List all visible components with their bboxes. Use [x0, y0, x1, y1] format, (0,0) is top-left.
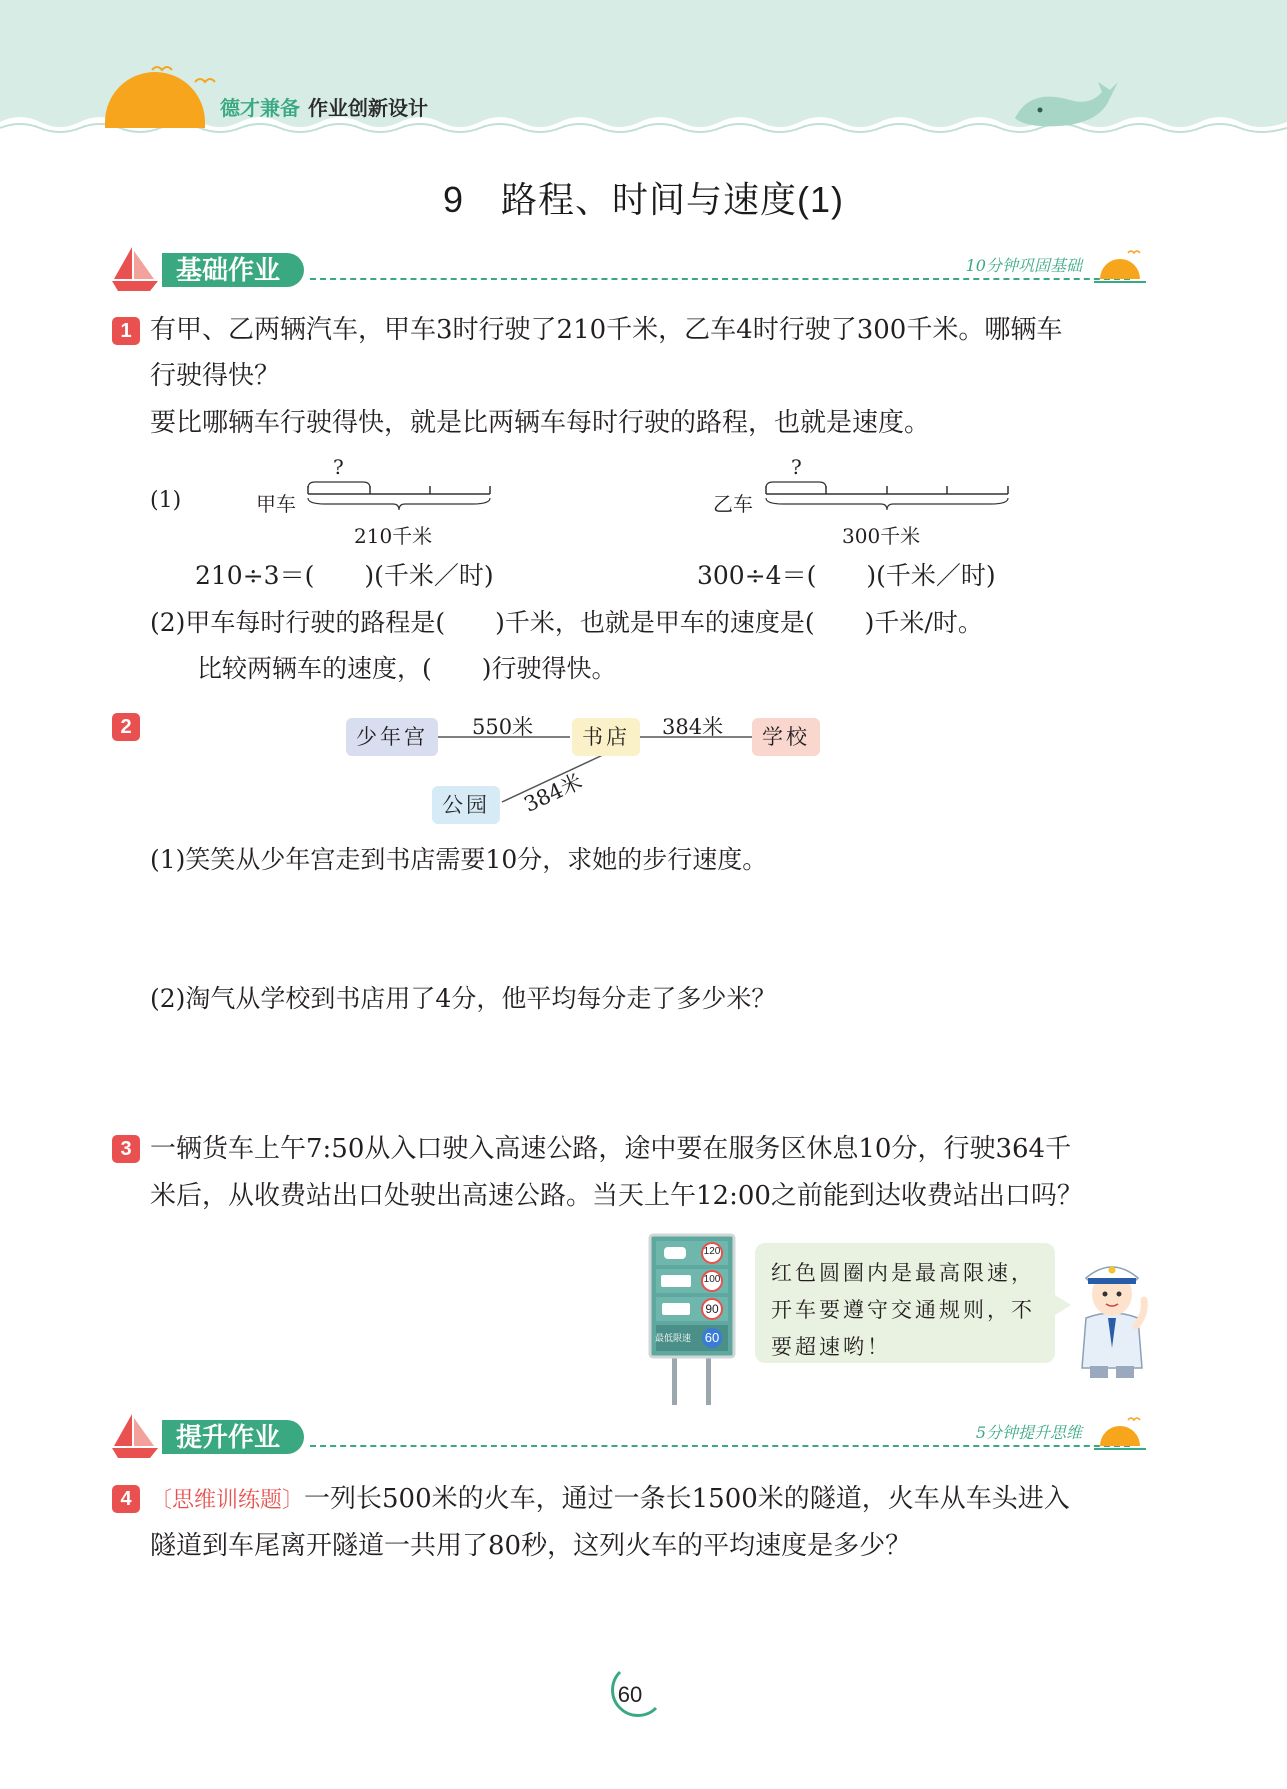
q1-calc-a: 210÷3＝( )(千米／时) [195, 561, 494, 590]
place-palace: 少年宫 [346, 718, 438, 756]
diagram-b-question: ? [791, 455, 802, 479]
q3-line2: 米后，从收费站出口处驶出高速公路。当天上午12:00之前能到达收费站出口吗？ [150, 1181, 1083, 1211]
q1-part2-line2: 比较两辆车的速度，( )行驶得快。 [197, 654, 617, 683]
page-title: 9 路程、时间与速度(1) [442, 179, 845, 220]
sign-limit-2: 100 [703, 1274, 721, 1285]
distance-park-bookstore: 384米 [520, 769, 586, 817]
mini-sun-icon [1094, 1414, 1146, 1454]
q2-part1: (1)笑笑从少年宫走到书店需要10分，求她的步行速度。 [150, 845, 768, 874]
brand-green: 德才兼备 [220, 98, 300, 120]
birds-icon [150, 60, 220, 90]
question-number-4: 4 [112, 1485, 140, 1513]
q1-part2-line1: (2)甲车每时行驶的路程是( )千米，也就是甲车的速度是( )千米/时。 [150, 608, 983, 637]
section-basic-label: 基础作业 [162, 253, 304, 287]
sailboat-icon [110, 245, 160, 293]
q1-calc-b: 300÷4＝( )(千米／时) [697, 561, 996, 590]
mini-sun-icon [1094, 247, 1146, 287]
place-park: 公园 [432, 786, 500, 824]
q1-part1-label: (1) [150, 488, 182, 513]
q1-line1: 有甲、乙两辆汽车，甲车3时行驶了210千米，乙车4时行驶了300千米。哪辆车 [150, 315, 1063, 345]
bubble-line1: 红色圆圈内是最高限速， [771, 1261, 1035, 1285]
page-number: 60 [617, 1682, 643, 1707]
section-divider [310, 278, 1130, 280]
distance-bookstore-school: 384米 [662, 715, 724, 739]
diagram-a-question: ? [333, 455, 344, 479]
speech-bubble [755, 1243, 1055, 1363]
place-bookstore: 书店 [572, 718, 640, 756]
q4-line1-text: 一列长500米的火车，通过一条长1500米的隧道，火车从车头进入 [304, 1484, 1070, 1514]
section-basic-tag: 10分钟巩固基础 [965, 256, 1082, 275]
q4-line2: 隧道到车尾离开隧道一共用了80秒，这列火车的平均速度是多少？ [150, 1531, 912, 1561]
q1-line2: 行驶得快？ [150, 361, 281, 391]
sign-limit-3: 90 [705, 1302, 719, 1316]
sign-min-label: 最低限速 [655, 1333, 692, 1343]
bubble-line2: 开车要遵守交通规则，不 [771, 1298, 1035, 1322]
q4-tag: 〔思维训练题〕 [150, 1488, 305, 1513]
sign-limit-4: 60 [704, 1330, 720, 1345]
section-advanced-label: 提升作业 [162, 1420, 304, 1454]
brand-dark: 作业创新设计 [308, 98, 428, 120]
section-advanced-header [110, 1412, 1150, 1462]
diagram-a-distance: 210千米 [354, 524, 433, 548]
question-number-3: 3 [112, 1135, 140, 1163]
diagram-a-car: 甲车 [256, 492, 296, 516]
q4-line1 [150, 1476, 1070, 1524]
brand [220, 92, 428, 121]
diagram-a-bar [305, 478, 495, 518]
section-basic-header [110, 245, 1150, 295]
diagram-b-distance: 300千米 [842, 524, 921, 548]
place-school: 学校 [752, 718, 820, 756]
q3-line1: 一辆货车上午7:50从入口驶入高速公路，途中要在服务区休息10分，行驶364千 [150, 1134, 1072, 1164]
question-number-2: 2 [112, 713, 140, 741]
section-advanced-tag: 5分钟提升思维 [975, 1423, 1082, 1442]
sign-limit-1: 120 [703, 1246, 721, 1257]
bubble-line3: 要超速哟！ [771, 1335, 891, 1359]
diagram-b-car: 乙车 [713, 492, 753, 516]
q2-part2: (2)淘气从学校到书店用了4分，他平均每分走了多少米？ [150, 984, 777, 1013]
diagram-b-bar [763, 478, 1013, 518]
whale-icon [1010, 78, 1120, 133]
traffic-officer-icon [1072, 1248, 1152, 1380]
distance-palace-bookstore: 550米 [472, 715, 534, 739]
sailboat-icon [110, 1412, 160, 1460]
speed-limit-sign [648, 1233, 736, 1405]
q1-hint: 要比哪辆车行驶得快，就是比两辆车每时行驶的路程，也就是速度。 [150, 408, 931, 438]
section-divider [310, 1445, 1130, 1447]
question-number-1: 1 [112, 317, 140, 345]
